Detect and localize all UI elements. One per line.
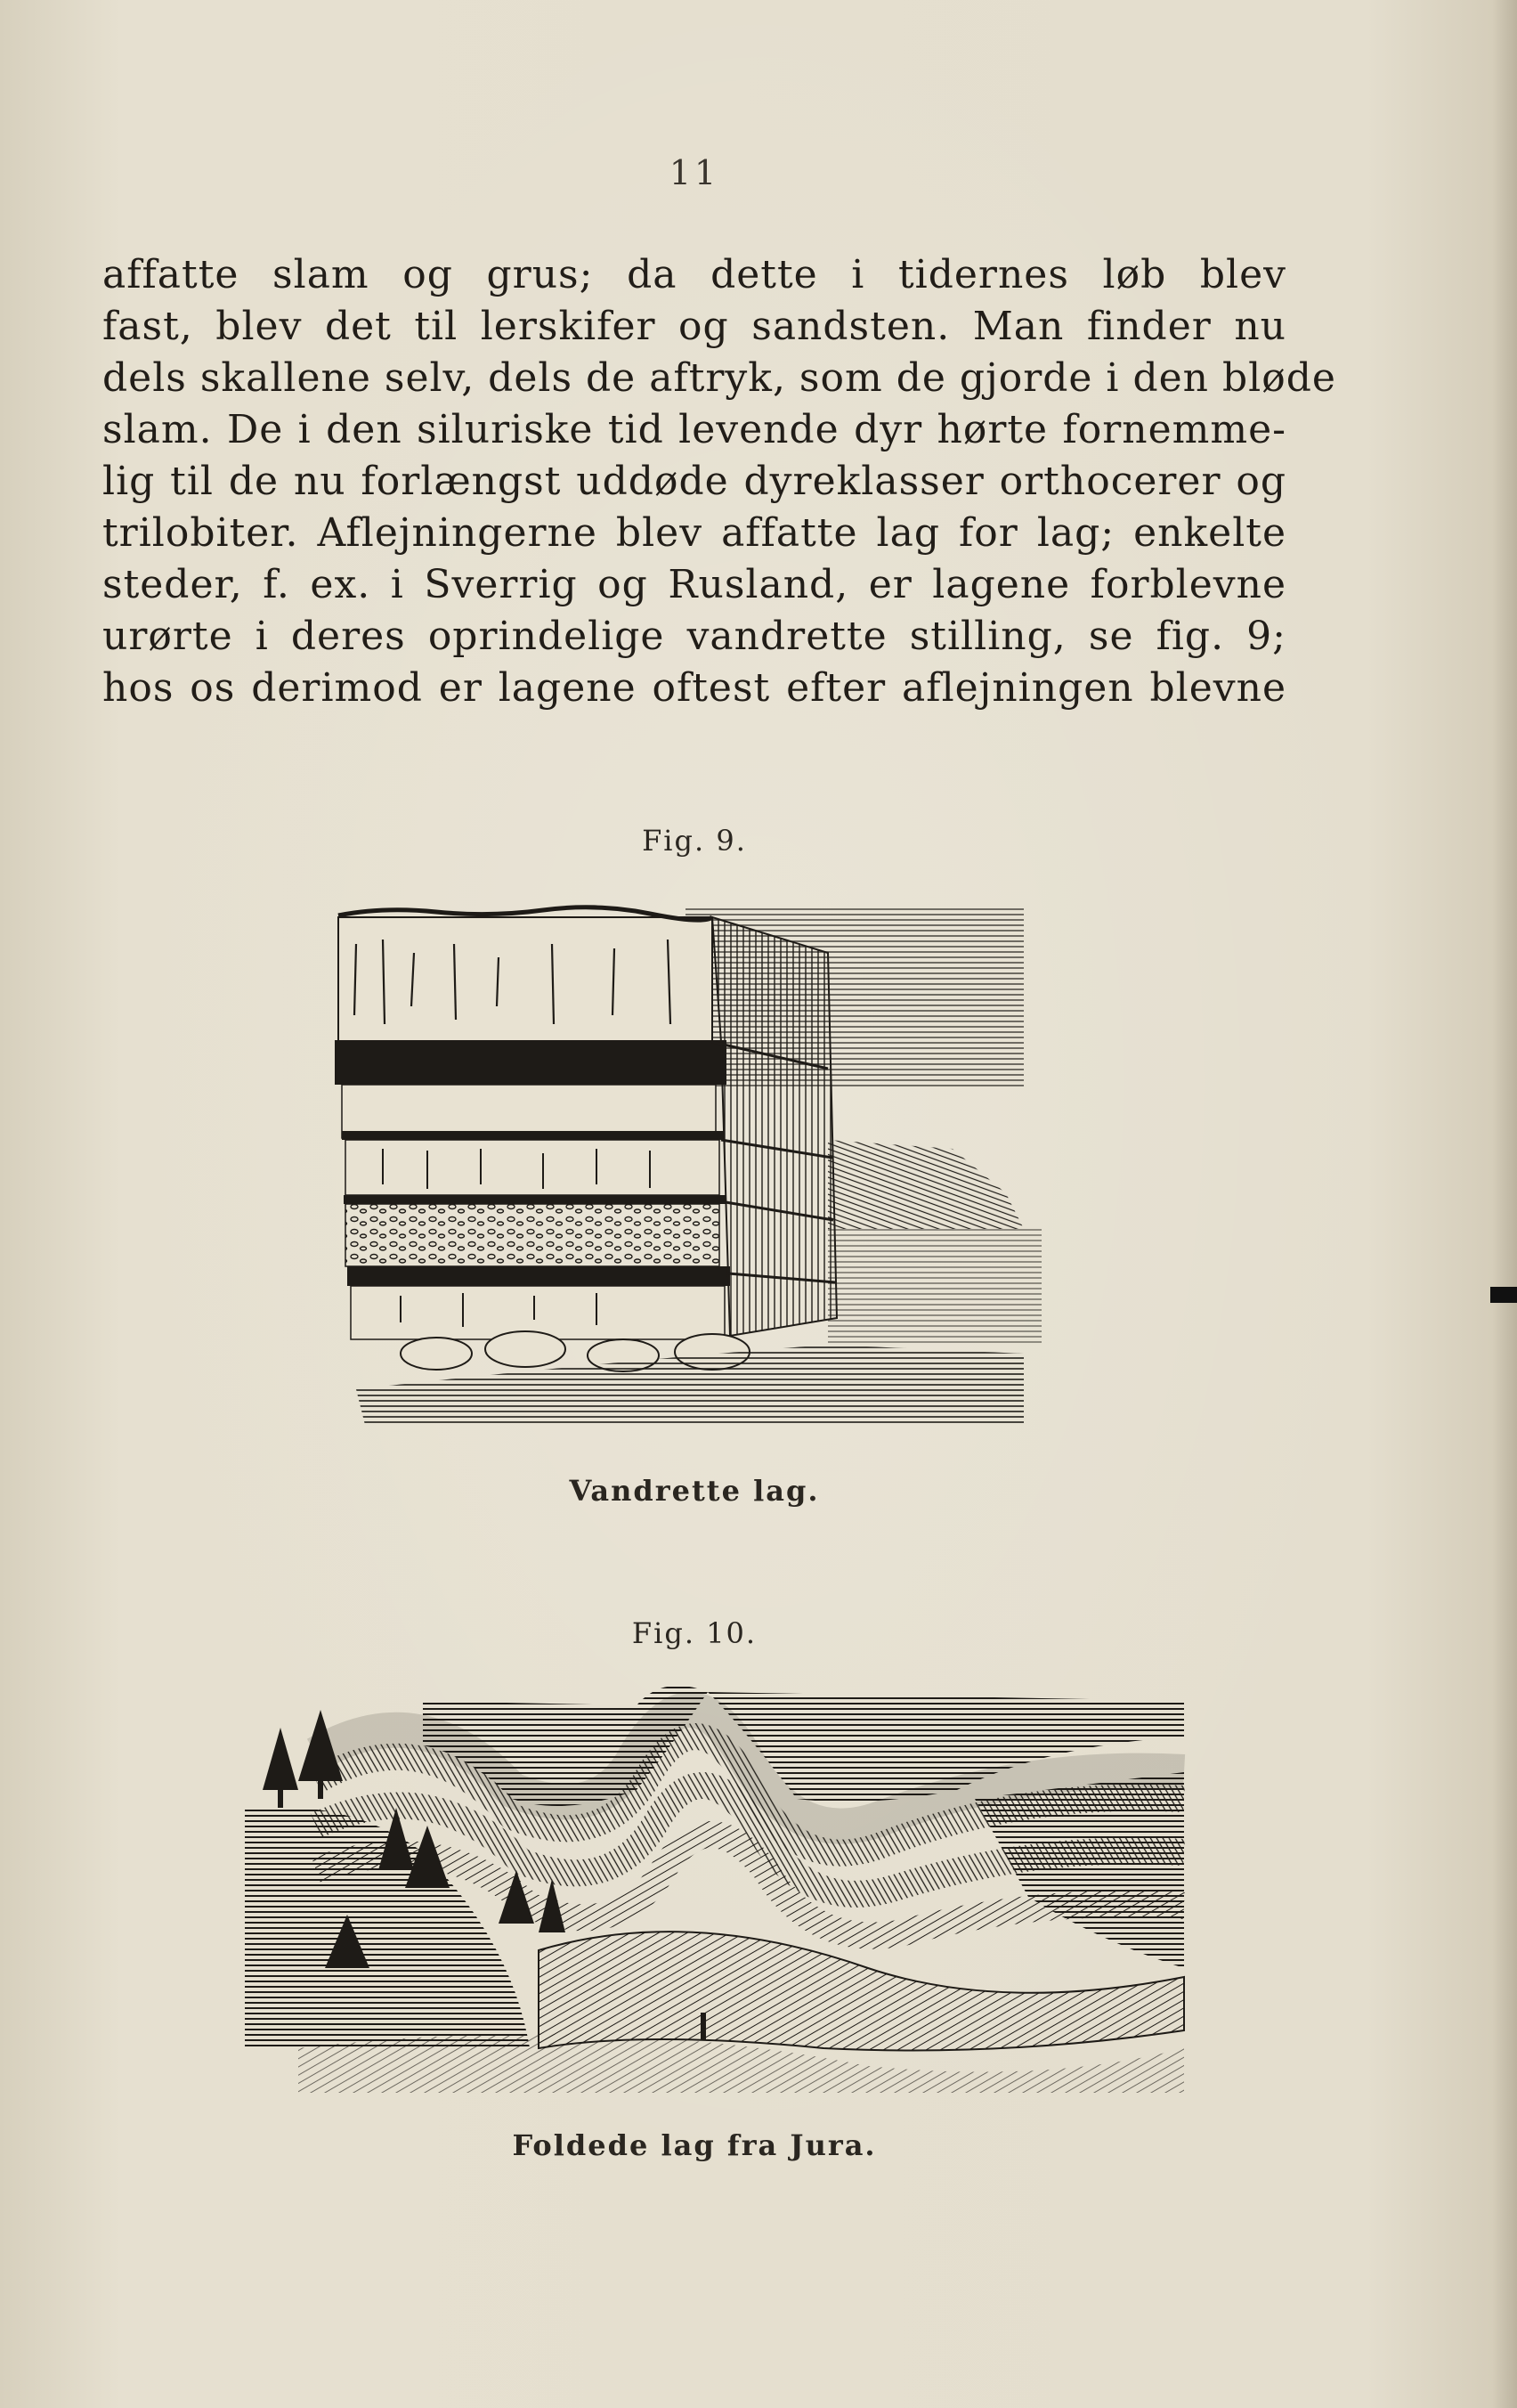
edge-mark [1490, 1287, 1517, 1303]
text-line: lig til de nu forlængst uddøde dyreklasser orthocerer og [102, 459, 1286, 504]
text-line: slam. De i den siluriske tid levende dyr hørte fornemme- [102, 407, 1286, 452]
figure-9-caption: Vandrette lag. [569, 1474, 820, 1508]
text-line: dels skallene selv, dels de aftryk, som de gjorde i den bløde [102, 355, 1336, 401]
figure-10-caption: Foldede lag fra Jura. [512, 2128, 877, 2162]
human-figure-icon [701, 2013, 706, 2039]
text-line: trilobiter. Aflejningerne blev affatte lag for lag; enkelte [102, 510, 1286, 556]
figure-10-label: Fig. 10. [631, 1616, 758, 1650]
figure-10-engraving [245, 1674, 1188, 2102]
text-line: fast, blev det til lerskifer og sandsten. Man finder nu [102, 304, 1286, 349]
page-edge-shadow [1492, 0, 1517, 2408]
text-line: steder, f. ex. i Sverrig og Rusland, er lagene forblevne [102, 562, 1286, 607]
page-number: 11 [669, 153, 720, 192]
text-line: hos os derimod er lagene oftest efter aflejningen blevne [102, 665, 1286, 711]
figure-9-engraving [329, 891, 1059, 1452]
text-line: affatte slam og grus; da dette i tidernes løb blev [102, 252, 1286, 297]
text-line: urørte i deres oprindelige vandrette stilling, se fig. 9; [102, 614, 1286, 659]
figure-9-label: Fig. 9. [642, 824, 747, 858]
body-paragraph [102, 249, 1336, 714]
